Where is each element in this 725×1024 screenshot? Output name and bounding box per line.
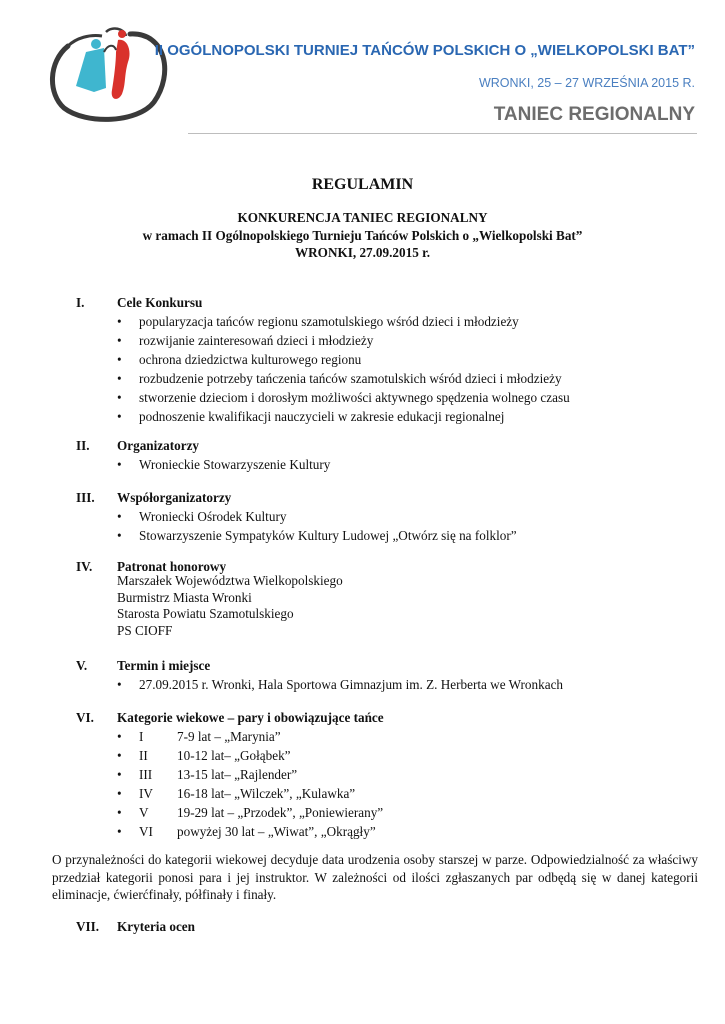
patron-line: PS CIOFF xyxy=(117,623,173,639)
category-code: VI xyxy=(139,824,153,839)
category-code: III xyxy=(139,767,153,782)
list-item: • popularyzacja tańców regionu szamotulskiego wśród dzieci i młodzieży xyxy=(117,312,570,331)
list-item: • Wronieckie Stowarzyszenie Kultury xyxy=(117,455,330,474)
document-title: REGULAMIN xyxy=(311,176,414,193)
header-divider xyxy=(188,133,697,134)
category-note-paragraph: O przynależności do kategorii wiekowej decyduje data urodzenia osoby starszej w parze. Odpowiedzialność za właściwy przedział kategorii ponosi para i jej instruktor. W zależności od ilości zgłaszanych par odbędą się w danej kategorii eliminacje, ćwierćfinały, półfinały i finały. xyxy=(52,852,698,902)
list-item: • rozbudzenie potrzeby tańczenia tańców szamotulskich wśród dzieci i młodzieży xyxy=(117,369,570,388)
category-description: powyżej 30 lat – „Wiwat”, „Okrągły” xyxy=(177,824,376,839)
patron-line: Starosta Powiatu Szamotulskiego xyxy=(117,606,294,622)
category-item xyxy=(117,727,383,746)
list-item: • ochrona dziedzictwa kulturowego regionu xyxy=(117,350,570,369)
category-description: 13-15 lat– „Rajlender” xyxy=(177,767,298,782)
category-code: II xyxy=(139,748,148,763)
organizers-list xyxy=(117,455,330,474)
section-number: II. xyxy=(76,438,90,453)
section-title: Patronat honorowy xyxy=(117,559,227,574)
category-description: 7-9 lat – „Marynia” xyxy=(177,729,281,744)
patronage-list xyxy=(117,573,343,640)
goals-list xyxy=(117,312,570,426)
section-title: Termin i miejsce xyxy=(117,658,211,673)
tournament-dates: WRONKI, 25 – 27 WRZEŚNIA 2015 R. xyxy=(478,76,695,90)
section-title: Współorganizatorzy xyxy=(117,490,232,505)
tournament-logo xyxy=(46,22,172,126)
category-code: V xyxy=(139,805,149,820)
category-item xyxy=(117,765,383,784)
list-item: • rozwijanie zainteresowań dzieci i młodzieży xyxy=(117,331,570,350)
category-description: 19-29 lat – „Przodek”, „Poniewierany” xyxy=(177,805,384,820)
category-code: I xyxy=(139,729,144,744)
section-number: IV. xyxy=(76,559,93,574)
subtitle-line-1: KONKURENCJA TANIEC REGIONALNY xyxy=(237,210,488,225)
categories-list xyxy=(117,727,383,841)
category-item xyxy=(117,784,383,803)
category-item xyxy=(117,803,383,822)
category-description: 10-12 lat– „Gołąbek” xyxy=(177,748,291,763)
category-code: IV xyxy=(139,786,153,801)
list-item: • Stowarzyszenie Sympatyków Kultury Ludowej „Otwórz się na folklor” xyxy=(117,526,517,545)
section-number: VII. xyxy=(76,919,100,934)
list-item: • stworzenie dzieciom i dorosłym możliwości aktywnego spędzenia wolnego czasu xyxy=(117,388,570,407)
section-heading: TANIEC REGIONALNY xyxy=(493,104,695,125)
section-number: I. xyxy=(76,295,85,310)
date-place-list xyxy=(117,675,563,694)
section-title: Kryteria ocen xyxy=(117,919,195,934)
patron-line: Marszałek Województwa Wielkopolskiego xyxy=(117,573,343,588)
category-item xyxy=(117,746,383,765)
category-description: 16-18 lat– „Wilczek”, „Kulawka” xyxy=(177,786,356,801)
subtitle-line-3: WRONKI, 27.09.2015 r. xyxy=(294,245,431,260)
list-item: • podnoszenie kwalifikacji nauczycieli w zakresie edukacji regionalnej xyxy=(117,407,570,426)
patron-line: Burmistrz Miasta Wronki xyxy=(117,589,252,605)
section-number: VI. xyxy=(76,710,94,725)
list-item: • 27.09.2015 r. Wronki, Hala Sportowa Gimnazjum im. Z. Herberta we Wronkach xyxy=(117,675,563,694)
section-title: Cele Konkursu xyxy=(117,295,203,310)
list-item: • Wroniecki Ośrodek Kultury xyxy=(117,507,517,526)
tournament-title: II OGÓLNOPOLSKI TURNIEJ TAŃCÓW POLSKICH O „WIELKOPOLSKI BAT” xyxy=(154,42,695,59)
section-title: Organizatorzy xyxy=(117,438,200,453)
section-number: V. xyxy=(76,658,88,673)
subtitle-line-2: w ramach II Ogólnopolskiego Turnieju Tańców Polskich o „Wielkopolski Bat” xyxy=(142,228,583,243)
section-number: III. xyxy=(76,490,95,505)
section-title: Kategorie wiekowe – pary i obowiązujące tańce xyxy=(117,710,384,725)
category-item xyxy=(117,822,383,841)
coorganizers-list xyxy=(117,507,517,545)
